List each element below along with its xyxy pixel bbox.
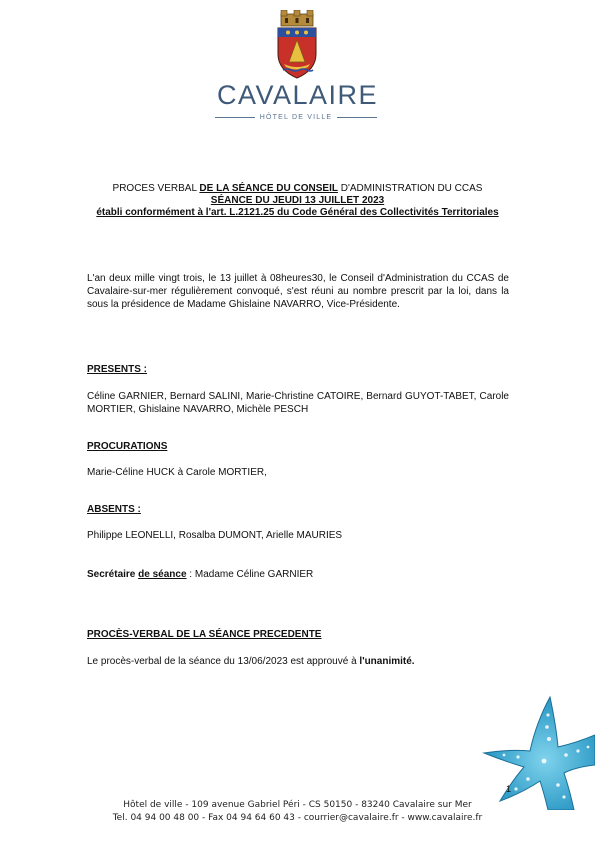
presents-list: Céline GARNIER, Bernard SALINI, Marie-Christine CATOIRE, Bernard GUYOT-TABET, Carole MORTIER, Ghislaine NAVARRO, Michèle PESCH <box>87 391 509 415</box>
procurations-heading: PROCURATIONS <box>87 441 168 452</box>
document-title <box>60 183 535 219</box>
city-crest-icon <box>273 10 321 80</box>
intro-paragraph: L'an deux mille vingt trois, le 13 juillet à 08heures30, le Conseil d'Administration du CCAS de Cavalaire-sur-mer régulièrement convoqué, s'est réuni au nombre prescrit par la loi, dans la sous la présidence de Madame Ghislaine NAVARRO, Vice-Présidente. <box>87 273 509 310</box>
absents-list: Philippe LEONELLI, Rosalba DUMONT, Arielle MAURIES <box>87 530 343 541</box>
logo-text: CAVALAIRE <box>216 80 379 110</box>
secretaire-line: Secrétaire de séance : Madame Céline GARNIER <box>87 569 314 580</box>
presents-heading: PRESENTS : <box>87 364 148 375</box>
title-line-3: établi conformément à l'art. L.2121.25 du Code Général des Collectivités Territoriales <box>96 207 499 218</box>
page-number: 1 <box>506 784 512 794</box>
logo-subtext: HÔTEL DE VILLE <box>259 113 333 121</box>
footer-address: Hôtel de ville - 109 avenue Gabriel Péri - CS 50150 - 83240 Cavalaire sur Mer <box>123 800 472 810</box>
logo-rule-left <box>215 117 255 118</box>
pv-precedent-text: Le procès-verbal de la séance du 13/06/2023 est approuvé à l'unanimité. <box>87 656 415 667</box>
pv-precedent-heading: PROCÈS-VERBAL DE LA SÉANCE PRECEDENTE <box>87 629 322 640</box>
starfish-icon <box>478 695 595 810</box>
logo-subtitle <box>215 111 377 123</box>
title-line-2: SÉANCE DU JEUDI 13 JUILLET 2023 <box>210 195 385 206</box>
procurations-list: Marie-Céline HUCK à Carole MORTIER, <box>87 467 267 478</box>
title-line-1: PROCES VERBAL DE LA SÉANCE DU CONSEIL D'ADMINISTRATION DU CCAS <box>112 183 483 194</box>
absents-heading: ABSENTS : <box>87 504 141 515</box>
logo-rule-right <box>337 117 377 118</box>
footer-contact: Tel. 04 94 00 48 00 - Fax 04 94 64 60 43 - courrier@cavalaire.fr - www.cavalaire.fr <box>112 813 483 823</box>
